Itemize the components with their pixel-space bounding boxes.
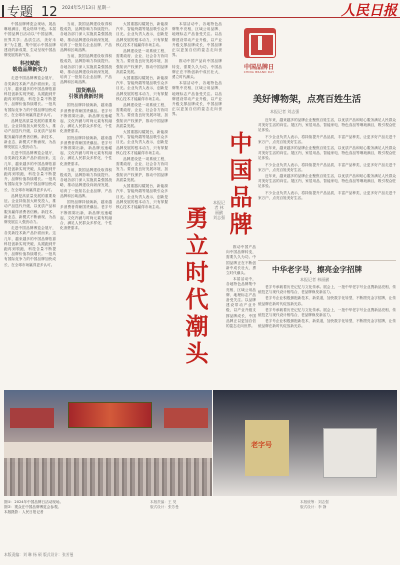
- section-label: 专题: [7, 5, 34, 20]
- col4-paragraph-1b: 本届活动中，各地特色品牌集中亮相，区域公用品牌、地理标志产品备受关注。以品牌建设带动产业升级，以产业升级支撑品牌成长，中国品牌正以更加自信的姿态走向世界。: [172, 81, 222, 117]
- headline-2: 中华老字号，擦亮金字招牌: [272, 265, 362, 274]
- col4-paragraph-1: 本届活动中，各地特色品牌集中亮相，区域公用品牌、地理标志产品备受关注。以品牌建设带动产业升级，以产业升级支撑品牌成长，中国品牌正以更加自信的姿态走向世界。: [172, 22, 222, 58]
- article-1-paragraph-2c: 不少企业负责人表示，将持续提升产品品质，丰富产品种类，让更多好产品走进千家万户，点亮百姓美好生活。: [258, 190, 396, 200]
- col3-paragraph-2b: 品牌建设是一项系统工程，需要政府、企业、社会各方协同发力。要营造良好发展环境，加强知识产权保护，推动中国品牌高质量发展。: [116, 103, 168, 128]
- col5-paragraph-2: 本届活动中，各地特色品牌集中亮相，区域公用品牌、地理标志产品备受关注。以品牌建设带动产业升级，以产业升级支撑品牌成长，中国品牌正以更加自信的姿态走向世界。: [226, 277, 256, 329]
- page-header: [0, 0, 400, 18]
- photo-caption: 图①：2024年中国品牌日活动现场。 图②：观众在中国品牌博览会参观。 本版摄影：人民日报记者: [4, 500, 64, 514]
- main-title-2: 勇立时代潮头: [185, 205, 209, 367]
- col3-paragraph-1: 大国重器闪耀展台，新能源汽车、智能终端等展品吸引众多目光。企业负责人表示，创新是品牌发展的根本动力，只有掌握核心技术才能赢得市场主动。: [116, 22, 168, 47]
- byline-1: 本报记者 刘志强: [270, 109, 300, 114]
- col1-paragraph-1b: 走进中国品牌博览会展厅，各类新技术新产品扑面而来。这几年，越来越多的中国品牌依靠科技创新实现突破，从跟跑到并跑再到领跑，科技含量不断提升，品牌价值持续增长。一批具有国际竞争力的中国品牌加快成长，在全球市场赢得更多认可。: [4, 151, 56, 192]
- divider: [258, 260, 396, 261]
- col3-paragraph-1c: 大国重器闪耀展台，新能源汽车、智能终端等展品吸引众多目光。企业负责人表示，创新是品牌发展的根本动力，只有掌握核心技术才能赢得市场主动。: [116, 130, 168, 155]
- col3-paragraph-2c: 品牌建设是一项系统工程，需要政府、企业、社会各方协同发力。要营造良好发展环境，加强知识产权保护，推动中国品牌高质量发展。: [116, 157, 168, 182]
- article-2-paragraph-2: 老字号企业积极拥抱新技术、新渠道，加快数字化转型，不断擦亮金字招牌，让传统品牌在新时代绽放新光彩。: [258, 296, 396, 306]
- article-1-paragraph-1c: 近年来，越来越多的品牌企业聚焦百姓生活，以优质产品和贴心服务满足人民群众对美好生活的向往。展区内，家居用品、智能家电、特色食品等琳琅满目，吸引观众驻足体验。: [258, 174, 396, 189]
- article-2-body: [258, 285, 396, 387]
- page-tag: [2, 1, 58, 20]
- masthead: 人民日报: [341, 3, 397, 19]
- col2-paragraph-1c: 当前，我国品牌建设取得积极成效，品牌影响力持续提升。各地各部门深入实施质量强国战略，推动品牌建设向纵深发展，培育了一批知名企业品牌、产品品牌和区域品牌。: [60, 167, 112, 198]
- column-3: [116, 22, 168, 387]
- col2-paragraph-1: 当前，我国品牌建设取得积极成效，品牌影响力持续提升。各地各部门深入实施质量强国战略，推动品牌建设向纵深发展，培育了一批知名企业品牌、产品品牌和区域品牌。: [60, 22, 112, 53]
- col1-paragraph-1: 走进中国品牌博览会展厅，各类新技术新产品扑面而来。这几年，越来越多的中国品牌依靠科技创新实现突破，从跟跑到并跑再到领跑，科技含量不断提升，品牌价值持续增长。一批具有国际竞争力的中国品牌加快成长，在全球市场赢得更多认可。: [4, 76, 56, 117]
- article-1-paragraph-1b: 近年来，越来越多的品牌企业聚焦百姓生活，以优质产品和贴心服务满足人民群众对美好生活的向往。展区内，家居用品、智能家电、特色食品等琳琅满目，吸引观众驻足体验。: [258, 146, 396, 161]
- subheading-2: 国货潮品 引领消费新时尚: [68, 88, 104, 101]
- footer-credits: 本版责编：刘 琳 杨 硕 版式设计：张芳曼: [4, 552, 74, 557]
- brand-day-emblem-icon: [244, 28, 276, 58]
- col2-paragraph-2b: 国货品牌持续焕新，越来越多消费者青睐国货潮品。老字号不断推陈出新，新品牌迅速崛起，文化内涵与时尚元素有机融合，满足人民群众多样化、个性化消费需求。: [60, 135, 112, 166]
- column-4: [172, 22, 222, 202]
- col1-paragraph-2: 品牌是高质量发展的重要象征。企业持续加大研发投入，推动产品迭代升级，以优质产品和服务赢得消费者信赖。新技术、新业态、新模式不断涌现，为品牌发展注入强劲动力。: [4, 119, 56, 150]
- column-5: [226, 245, 256, 387]
- main-title-1: 中国品牌: [229, 130, 253, 238]
- logo-title: 中国品牌日: [243, 64, 274, 71]
- page-number: 12: [41, 5, 58, 20]
- led-screen-right: [164, 408, 208, 428]
- col1-paragraph-1c: 走进中国品牌博览会展厅，各类新技术新产品扑面而来。这几年，越来越多的中国品牌依靠科技创新实现突破，从跟跑到并跑再到领跑，科技含量不断提升，品牌价值持续增长。一批具有国际竞争力的中国品牌加快成长，在全球市场赢得更多认可。: [4, 226, 56, 267]
- column-2: [60, 22, 112, 387]
- col5-paragraph-1: 推动中国产品向中国品牌转变，需要久久为功。中国品牌正在不断创新中成长壮大，勇立时代潮头。: [226, 245, 256, 276]
- booth-sign: 老字号: [251, 441, 272, 449]
- main-byline: 本报记者 林丽鹂 刘志强: [213, 200, 225, 220]
- led-screen-left: [10, 408, 54, 428]
- expo-hall-photo: [4, 390, 212, 496]
- col3-paragraph-2: 品牌建设是一项系统工程，需要政府、企业、社会各方协同发力。要营造良好发展环境，加强知识产权保护，推动中国品牌高质量发展。: [116, 49, 168, 74]
- headline-1: 美好博物架，点亮百姓生活: [253, 95, 362, 105]
- led-screen-center: [68, 402, 152, 428]
- article-1-body: [258, 118, 396, 258]
- col3-paragraph-1d: 大国重器闪耀展台，新能源汽车、智能终端等展品吸引众多目光。企业负责人表示，创新是品牌发展的根本动力，只有掌握核心技术才能赢得市场主动。: [116, 184, 168, 209]
- credits-right: 本版统筹：刘志强 版式设计：李 静: [300, 500, 329, 509]
- article-1-paragraph-2b: 不少企业负责人表示，将持续提升产品品质，丰富产品种类，让更多好产品走进千家万户，点亮百姓美好生活。: [258, 162, 396, 172]
- col2-paragraph-1b: 当前，我国品牌建设取得积极成效，品牌影响力持续提升。各地各部门深入实施质量强国战略，推动品牌建设向纵深发展，培育了一批知名企业品牌、产品品牌和区域品牌。: [60, 54, 112, 85]
- column-1: [4, 22, 56, 387]
- col3-paragraph-1b: 大国重器闪耀展台，新能源汽车、智能终端等展品吸引众多目光。企业负责人表示，创新是品牌发展的根本动力，只有掌握核心技术才能赢得市场主动。: [116, 76, 168, 101]
- china-brand-day-logo: [218, 22, 300, 102]
- booth-photo: [213, 390, 397, 496]
- article-2-paragraph-2b: 老字号企业积极拥抱新技术、新渠道，加快数字化转型，不断擦亮金字招牌，让传统品牌在新时代绽放新光彩。: [258, 319, 396, 329]
- booth-display-2: [323, 428, 377, 478]
- credits-left: 本版责编：王 昊 版式设计：张芳曼: [150, 500, 179, 509]
- intro-text: 中国品牌博览会现场，展品琳琅满目，观众络绎不绝。本届中国品牌日活动以“中国品牌，世界共享；品质生活，美好未来”为主题，集中展示中国品牌建设的新成果，生动呈现中国品牌发展的新气象。: [4, 22, 56, 58]
- col1-paragraph-2b: 品牌是高质量发展的重要象征。企业持续加大研发投入，推动产品迭代升级，以优质产品和服务赢得消费者信赖。新技术、新业态、新模式不断涌现，为品牌发展注入强劲动力。: [4, 193, 56, 224]
- section-bar: [2, 5, 4, 17]
- logo-subtitle: CHINA BRAND DAY: [243, 70, 275, 74]
- col2-paragraph-2: 国货品牌持续焕新，越来越多消费者青睐国货潮品。老字号不断推陈出新，新品牌迅速崛起，文化内涵与时尚元素有机融合，满足人民群众多样化、个性化消费需求。: [60, 103, 112, 134]
- article-2-paragraph-1b: 老字号承载着历史记忆与文化传承。展会上，一批中华老字号企业携新品亮相，传统技艺与现代设计相结合，老品牌焕发新活力。: [258, 307, 396, 318]
- col4-paragraph-2: 推动中国产品向中国品牌转变，需要久久为功。中国品牌正在不断创新中成长壮大，勇立时代潮头。: [172, 59, 222, 80]
- crowd: [4, 458, 212, 496]
- article-1-paragraph-2: 不少企业负责人表示，将持续提升产品品质，丰富产品种类，让更多好产品走进千家万户，点亮百姓美好生活。: [258, 134, 396, 144]
- col2-paragraph-2c: 国货品牌持续焕新，越来越多消费者青睐国货潮品。老字号不断推陈出新，新品牌迅速崛起，文化内涵与时尚元素有机融合，满足人民群众多样化、个性化消费需求。: [60, 200, 112, 231]
- subheading-1: 科技赋能 锻造品牌新实力: [12, 61, 48, 74]
- article-1-paragraph-1: 近年来，越来越多的品牌企业聚焦百姓生活，以优质产品和贴心服务满足人民群众对美好生活的向往。展区内，家居用品、智能家电、特色食品等琳琅满目，吸引观众驻足体验。: [258, 118, 396, 133]
- article-2-paragraph-1: 老字号承载着历史记忆与文化传承。展会上，一批中华老字号企业携新品亮相，传统技艺与现代设计相结合，老品牌焕发新活力。: [258, 285, 396, 295]
- date-line: 2024年5月13日 星期一: [62, 6, 111, 11]
- byline-2: 本报记者 林丽鹂: [300, 277, 330, 282]
- spacer: [172, 205, 181, 206]
